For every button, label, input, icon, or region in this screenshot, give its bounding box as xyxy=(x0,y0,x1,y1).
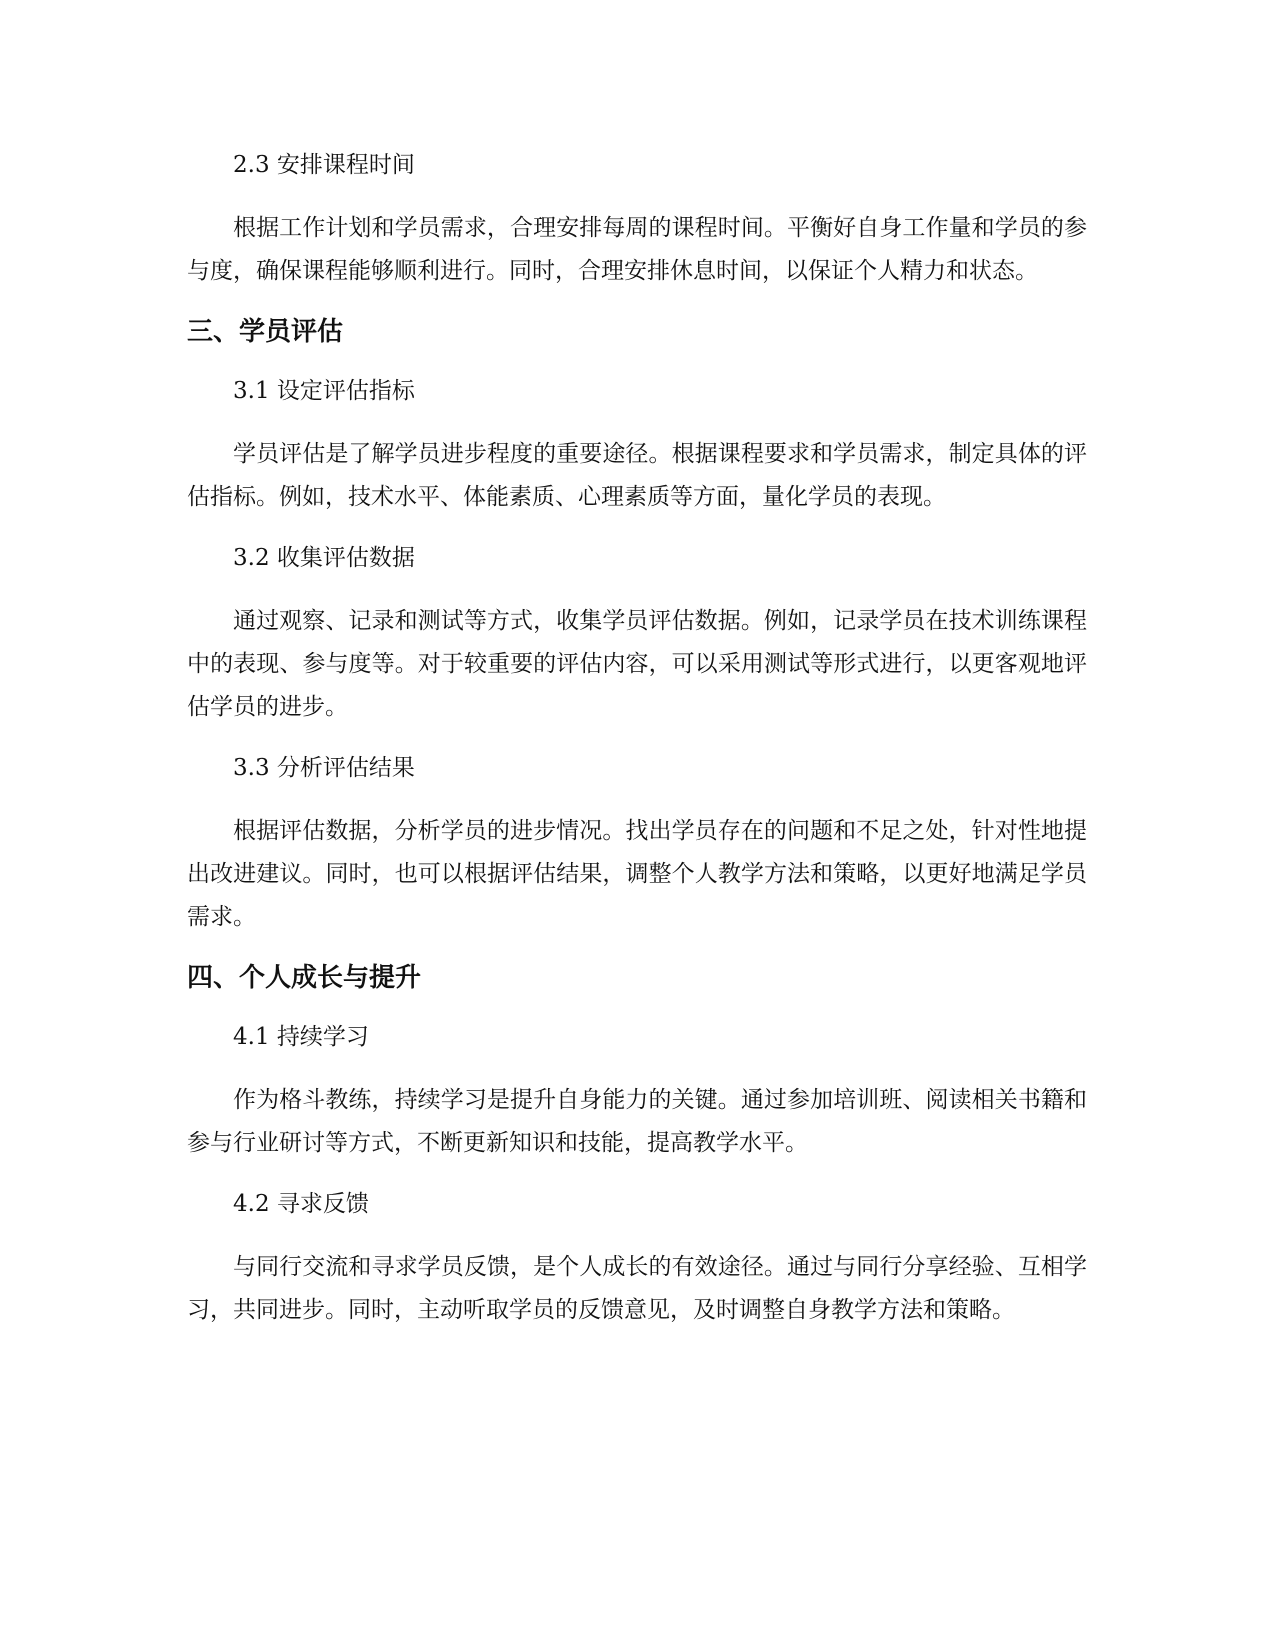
subsection-title-3-2: 3.2 收集评估数据 xyxy=(233,545,415,571)
paragraph-4-1: 作为格斗教练，持续学习是提升自身能力的关键。通过参加培训班、阅读相关书籍和参与行业研讨等方式，不断更新知识和技能，提高教学水平。 xyxy=(187,1087,1087,1156)
document-body xyxy=(187,144,1087,1350)
paragraph-2-3: 根据工作计划和学员需求，合理安排每周的课程时间。平衡好自身工作量和学员的参与度，确保课程能够顺利进行。同时，合理安排休息时间，以保证个人精力和状态。 xyxy=(187,215,1087,284)
paragraph-4-2: 与同行交流和寻求学员反馈，是个人成长的有效途径。通过与同行分享经验、互相学习，共同进步。同时，主动听取学员的反馈意见，及时调整自身教学方法和策略。 xyxy=(187,1254,1087,1323)
section-heading-4: 四、个人成长与提升 xyxy=(187,963,422,993)
subsection-title-2-3: 2.3 安排课程时间 xyxy=(233,152,415,178)
section-heading-3: 三、学员评估 xyxy=(187,317,344,347)
paragraph-3-3: 根据评估数据，分析学员的进步情况。找出学员存在的问题和不足之处，针对性地提出改进建议。同时，也可以根据评估结果，调整个人教学方法和策略，以更好地满足学员需求。 xyxy=(187,818,1087,930)
paragraph-3-1: 学员评估是了解学员进步程度的重要途径。根据课程要求和学员需求，制定具体的评估指标。例如，技术水平、体能素质、心理素质等方面，量化学员的表现。 xyxy=(187,441,1087,510)
subsection-title-3-3: 3.3 分析评估结果 xyxy=(233,755,415,781)
subsection-title-4-1: 4.1 持续学习 xyxy=(233,1024,369,1050)
subsection-title-4-2: 4.2 寻求反馈 xyxy=(233,1191,369,1217)
paragraph-3-2: 通过观察、记录和测试等方式，收集学员评估数据。例如，记录学员在技术训练课程中的表现、参与度等。对于较重要的评估内容，可以采用测试等形式进行，以更客观地评估学员的进步。 xyxy=(187,608,1087,720)
subsection-title-3-1: 3.1 设定评估指标 xyxy=(233,378,415,404)
